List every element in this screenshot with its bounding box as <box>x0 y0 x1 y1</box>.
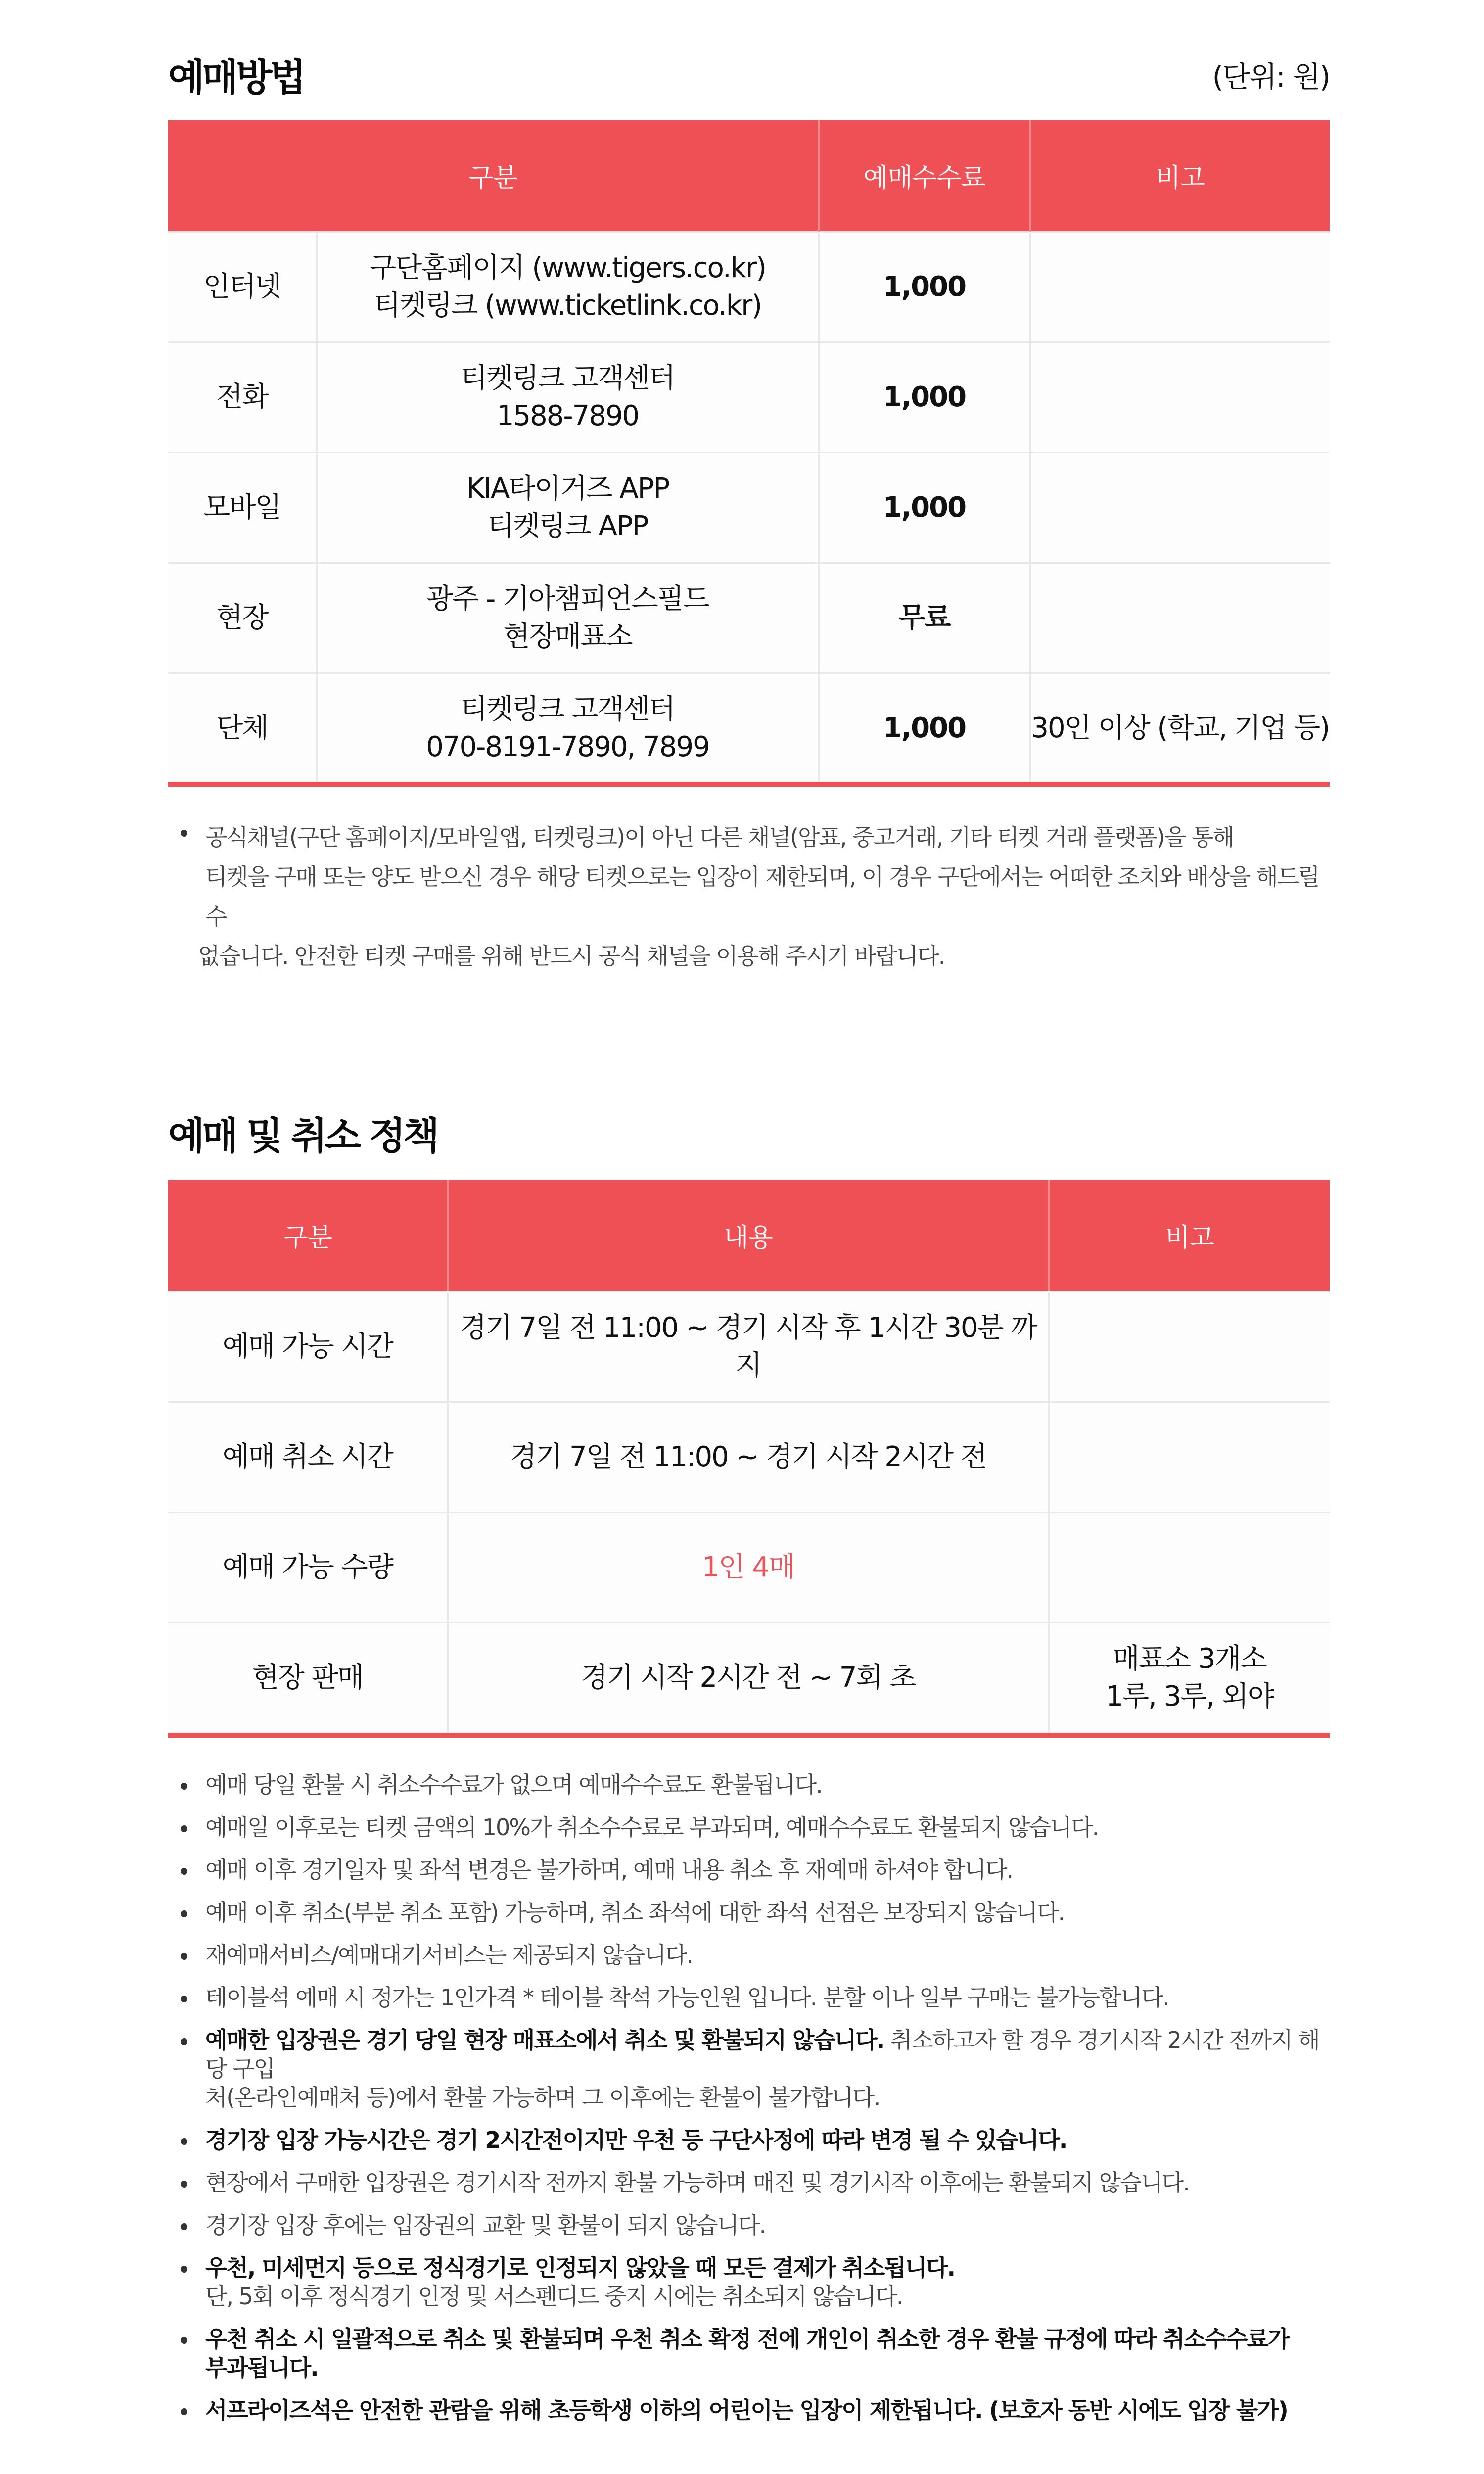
table-row <box>168 1622 1330 1733</box>
fee-cell: 1,000 <box>819 452 1030 563</box>
note-bold-text: 서프라이즈석은 안전한 관람을 위해 초등학생 이하의 어린이는 입장이 제한됩니다. (보호자 동반 시에도 입장 불가) <box>205 2397 1288 2424</box>
list-item <box>168 1898 1330 1927</box>
policy-table <box>168 1180 1330 1733</box>
detail-line: 070-8191-7890, 7899 <box>426 731 709 763</box>
quantity-value-cell: 1인 4매 <box>448 1512 1049 1622</box>
list-item <box>168 1813 1330 1842</box>
note-text: 예매 이후 경기일자 및 좌석 변경은 불가하며, 예매 내용 취소 후 재예매 하셔야 합니다. <box>205 1856 1013 1883</box>
fee-cell: 1,000 <box>819 232 1030 342</box>
content-cell: 경기 시작 2시간 전 ~ 7회 초 <box>448 1622 1049 1733</box>
list-item <box>168 2168 1330 2197</box>
note-text: 처(온라인예매처 등)에서 환불 가능하며 그 이후에는 환불이 불가합니다. <box>205 2084 880 2111</box>
unit-label: (단위: 원) <box>1212 60 1330 94</box>
list-item <box>168 2396 1330 2425</box>
channel-cell: 인터넷 <box>168 232 317 342</box>
detail-line: 티켓링크 고객센터 <box>461 362 675 394</box>
item-cell: 예매 취소 시간 <box>168 1402 448 1512</box>
note-cell <box>1049 1622 1330 1733</box>
detail-line: 티켓링크 고객센터 <box>461 693 675 726</box>
channel-cell: 전화 <box>168 342 317 452</box>
header-category: 구분 <box>168 120 819 232</box>
channel-cell: 현장 <box>168 563 317 673</box>
list-item <box>168 2325 1330 2382</box>
table-row <box>168 673 1330 783</box>
note-text: 단, 5회 이후 정식경기 인정 및 서스펜디드 중지 시에는 취소되지 않습니다. <box>205 2283 903 2310</box>
policy-heading: 예매 및 취소 정책 <box>168 1114 437 1158</box>
booking-methods-table <box>168 120 1330 783</box>
detail-cell <box>317 452 819 563</box>
header-fee: 예매수수료 <box>819 120 1030 232</box>
note-text: 예매 이후 취소(부분 취소 포함) 가능하며, 취소 좌석에 대한 좌석 선점은 보장되지 않습니다. <box>205 1899 1065 1926</box>
notice-line: 티켓을 구매 또는 양도 받으신 경우 해당 티켓으로는 입장이 제한되며, 이 경우 구단에서는 어떠한 조치와 배상을 해드릴 수 <box>205 863 1319 930</box>
note-text: 테이블석 예매 시 정가는 1인가격 * 테이블 착석 가능인원 입니다. 분할 이나 일부 구매는 불가능합니다. <box>205 1984 1169 2011</box>
detail-cell <box>317 673 819 783</box>
booking-notice-list <box>168 817 1330 976</box>
detail-cell <box>317 563 819 673</box>
note-cell <box>1049 1512 1330 1622</box>
detail-cell <box>317 232 819 342</box>
table-header-row <box>168 120 1330 232</box>
note-text: 취소하고자 할 경우 경기시작 2시간 전까지 해당 구입 <box>205 2027 1319 2082</box>
notice-line: 공식채널(구단 홈페이지/모바일앱, 티켓링크)이 아닌 다른 채널(암표, 중고거래, 기타 티켓 거래 플랫폼)을 통해 <box>205 824 1234 851</box>
table-row <box>168 452 1330 563</box>
list-item <box>168 2026 1330 2112</box>
fee-cell: 무료 <box>819 563 1030 673</box>
note-cell: 30인 이상 (학교, 기업 등) <box>1030 673 1330 783</box>
note-bold-text: 부과됩니다. <box>205 2354 318 2381</box>
table-row <box>168 1291 1330 1402</box>
note-bold-text: 예매한 입장권은 경기 당일 현장 매표소에서 취소 및 환불되지 않습니다. <box>205 2027 884 2053</box>
note-text: 예매 당일 환불 시 취소수수료가 없으며 예매수수료도 환불됩니다. <box>205 1771 822 1798</box>
note-text: 경기장 입장 후에는 입장권의 교환 및 환불이 되지 않습니다. <box>205 2212 766 2238</box>
table-bottom-border <box>168 1733 1330 1738</box>
content-cell: 경기 7일 전 11:00 ~ 경기 시작 2시간 전 <box>448 1402 1049 1512</box>
content-cell: 경기 7일 전 11:00 ~ 경기 시작 후 1시간 30분 까지 <box>448 1291 1049 1402</box>
detail-line: KIA타이거즈 APP <box>466 472 669 505</box>
item-cell: 예매 가능 수량 <box>168 1512 448 1622</box>
note-cell <box>1030 342 1330 452</box>
table-row <box>168 1512 1330 1622</box>
note-line: 1루, 3루, 외야 <box>1106 1680 1274 1713</box>
item-cell: 예매 가능 시간 <box>168 1291 448 1402</box>
list-item <box>168 1856 1330 1884</box>
table-bottom-border <box>168 782 1330 787</box>
detail-line: 티켓링크 APP <box>487 510 648 542</box>
list-item <box>168 1770 1330 1799</box>
channel-cell: 단체 <box>168 673 317 783</box>
note-line: 매표소 3개소 <box>1113 1643 1266 1675</box>
list-item <box>168 1983 1330 2012</box>
list-item <box>168 2211 1330 2239</box>
list-item <box>168 2126 1330 2154</box>
item-cell: 현장 판매 <box>168 1622 448 1733</box>
list-item <box>168 2253 1330 2311</box>
note-bold-text: 경기장 입장 가능시간은 경기 2시간전이지만 우천 등 구단사정에 따라 변경 될 수 있습니다. <box>205 2127 1067 2153</box>
list-item <box>168 817 1330 976</box>
header-content: 내용 <box>448 1180 1049 1291</box>
note-bold-text: 우천 취소 시 일괄적으로 취소 및 환불되며 우천 취소 확정 전에 개인이 취소한 경우 환불 규정에 따라 취소수수료가 <box>205 2326 1289 2352</box>
note-text: 예매일 이후로는 티켓 금액의 10%가 취소수수료로 부과되며, 예매수수료도 환불되지 않습니다. <box>205 1814 1099 1841</box>
booking-methods-heading: 예매방법 <box>168 55 304 99</box>
notice-line: 없습니다. 안전한 티켓 구매를 위해 반드시 공식 채널을 이용해 주시기 바랍니다. <box>198 943 945 969</box>
detail-line: 구단홈페이지 (www.tigers.co.kr) <box>370 251 766 284</box>
table-row <box>168 342 1330 452</box>
detail-line: 광주 - 기아챔피언스필드 <box>426 582 709 615</box>
detail-cell <box>317 342 819 452</box>
table-header-row <box>168 1180 1330 1291</box>
channel-cell: 모바일 <box>168 452 317 563</box>
note-cell <box>1030 452 1330 563</box>
fee-cell: 1,000 <box>819 342 1030 452</box>
detail-line: 티켓링크 (www.ticketlink.co.kr) <box>373 289 762 322</box>
table-row <box>168 563 1330 673</box>
policy-notes-list <box>168 1770 1330 2425</box>
header-note: 비고 <box>1049 1180 1330 1291</box>
list-item <box>168 1941 1330 1969</box>
table-row <box>168 232 1330 342</box>
header-category: 구분 <box>168 1180 448 1291</box>
note-cell <box>1030 232 1330 342</box>
note-bold-text: 우천, 미세먼지 등으로 정식경기로 인정되지 않았을 때 모든 결제가 취소됩니다. <box>205 2254 955 2281</box>
note-cell <box>1049 1402 1330 1512</box>
note-cell <box>1049 1291 1330 1402</box>
note-text: 현장에서 구매한 입장권은 경기시작 전까지 환불 가능하며 매진 및 경기시작 이후에는 환불되지 않습니다. <box>205 2169 1189 2196</box>
fee-cell: 1,000 <box>819 673 1030 783</box>
note-text: 재예매서비스/예매대기서비스는 제공되지 않습니다. <box>205 1942 693 1968</box>
detail-line: 1588-7890 <box>496 399 639 432</box>
table-row <box>168 1402 1330 1512</box>
note-cell <box>1030 563 1330 673</box>
detail-line: 현장매표소 <box>503 620 632 653</box>
header-note: 비고 <box>1030 120 1330 232</box>
